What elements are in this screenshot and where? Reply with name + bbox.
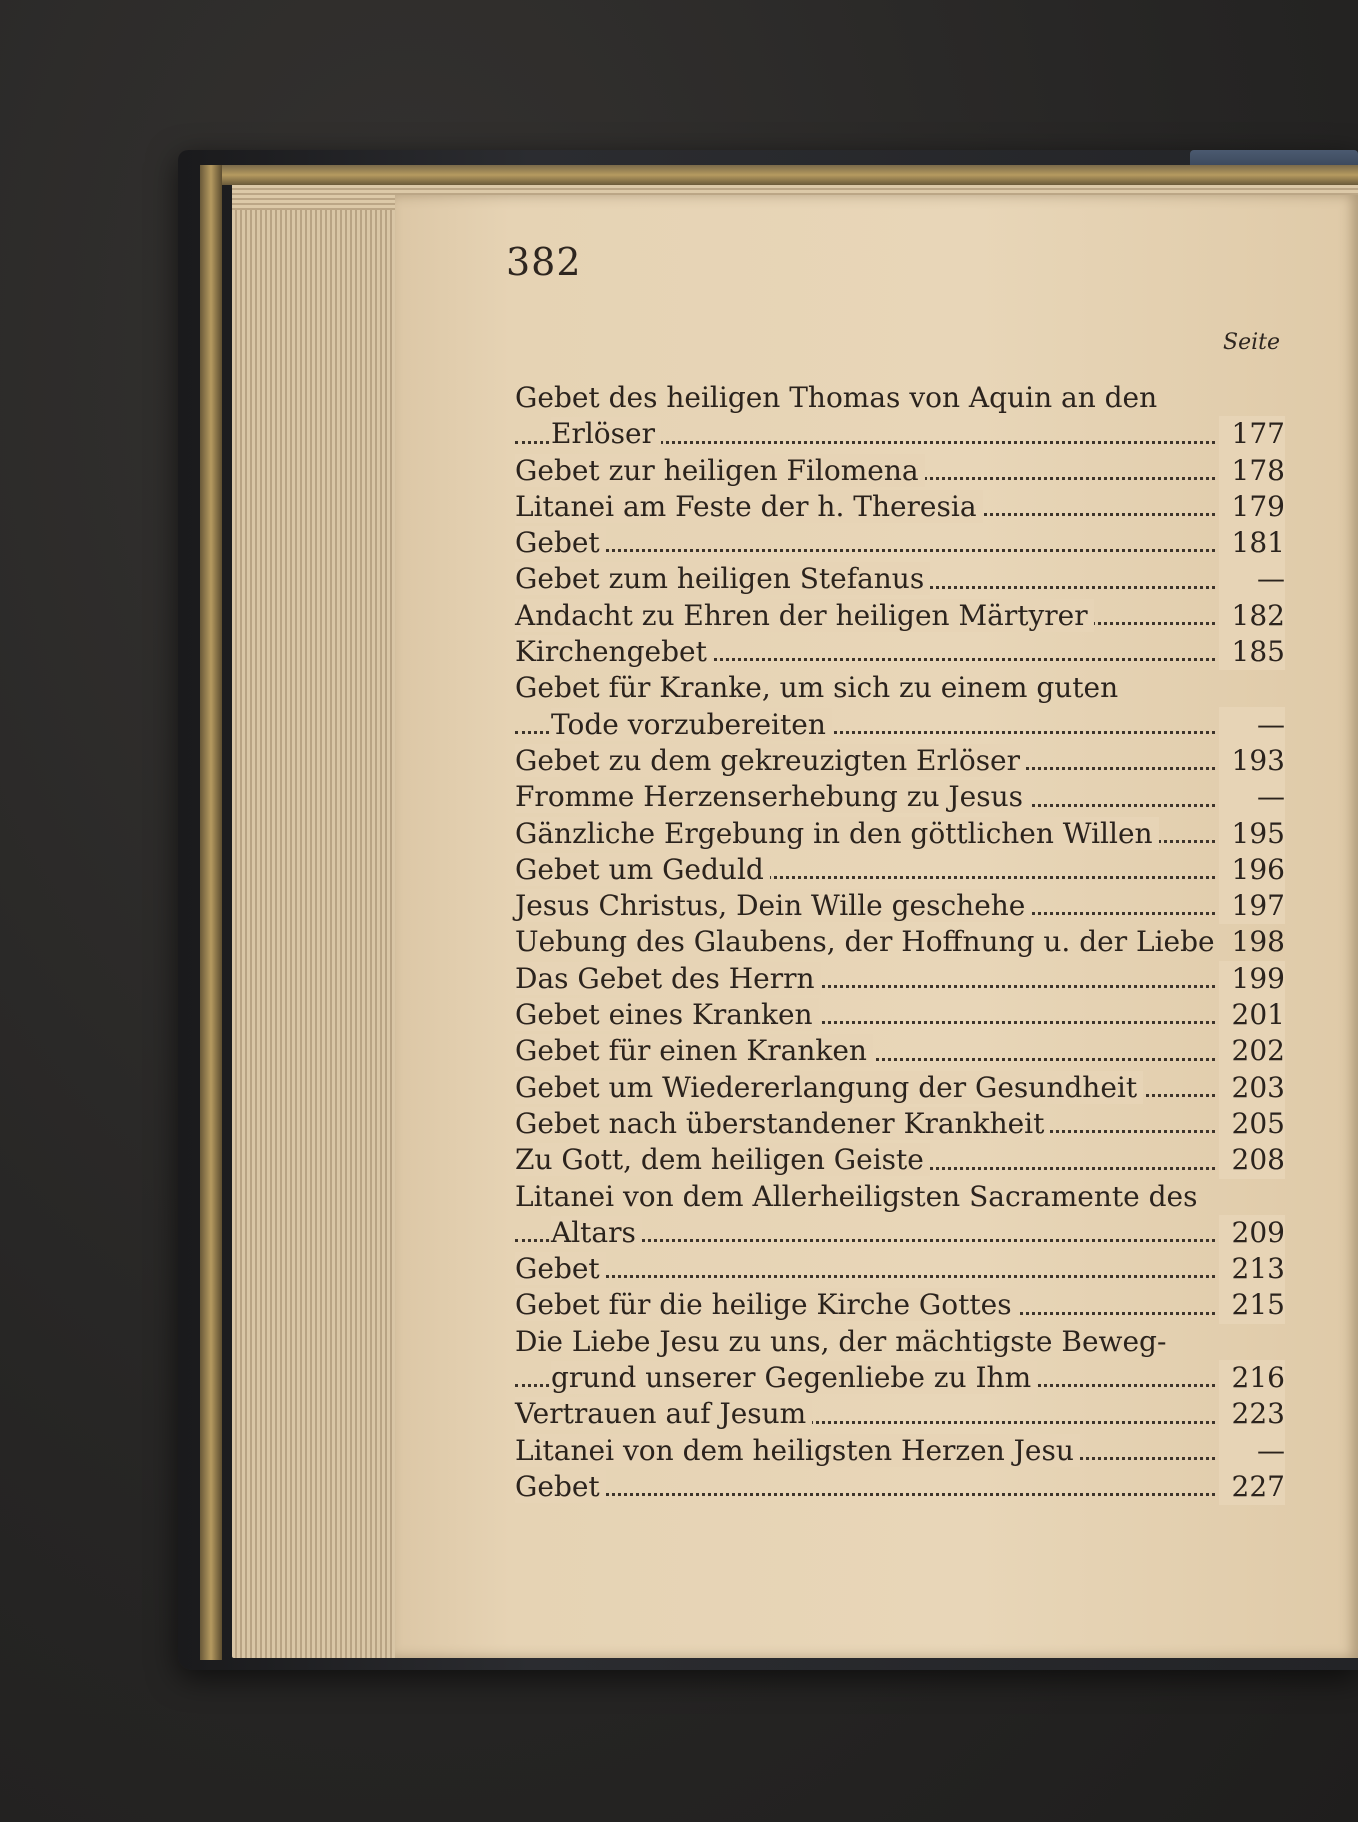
toc-entry-title: Gebet für einen Kranken — [515, 1034, 873, 1067]
toc-entry-title: Fromme Herzenserhebung zu Jesus — [515, 780, 1029, 813]
toc-entry-title: Zu Gott, dem heiligen Geiste — [515, 1143, 930, 1176]
toc-entry — [515, 634, 1285, 670]
toc-entry-page: 208 — [1219, 1142, 1285, 1178]
toc-entry-page: — — [1219, 561, 1285, 597]
toc-entry — [515, 598, 1285, 634]
toc-entry — [515, 380, 1285, 416]
toc-entry — [515, 453, 1285, 489]
toc-entry — [515, 1251, 1285, 1287]
dot-leader — [515, 1493, 1215, 1496]
toc-entry — [515, 1469, 1285, 1505]
toc-entry-page: 209 — [1219, 1215, 1285, 1251]
toc-entry — [515, 888, 1285, 924]
toc-entry-page: 179 — [1219, 489, 1285, 525]
toc-entry — [515, 961, 1285, 997]
toc-entry — [515, 816, 1285, 852]
toc-entry-title: grund unserer Gegenliebe zu Ihm — [551, 1361, 1037, 1394]
toc-entry-title: Tode vorzubereiten — [551, 708, 832, 741]
toc-entry-title: Andacht zu Ehren der heiligen Märtyrer — [515, 599, 1094, 632]
toc-entry-title: Erlöser — [551, 417, 661, 450]
toc-entry-title: Gebet um Wiedererlangung der Gesundheit — [515, 1071, 1143, 1104]
toc-entry-title: Litanei von dem Allerheiligsten Sacramente des — [515, 1179, 1198, 1213]
toc-entry-title: Gebet zu dem gekreuzigten Erlöser — [515, 744, 1026, 777]
toc-entry-title: Gebet zum heiligen Stefanus — [515, 562, 930, 595]
toc-entry-page: 193 — [1219, 743, 1285, 779]
gilt-edge-left — [200, 165, 222, 1660]
toc-entry-page: 215 — [1219, 1287, 1285, 1323]
toc-entry — [515, 1360, 1285, 1396]
toc-entry — [515, 489, 1285, 525]
toc-entry — [515, 997, 1285, 1033]
toc-entry-page: 213 — [1219, 1251, 1285, 1287]
toc-entry-page: 199 — [1219, 961, 1285, 997]
toc-entry-title: Litanei von dem heiligsten Herzen Jesu — [515, 1434, 1080, 1467]
toc-entry-title: Gebet — [515, 1252, 606, 1285]
table-of-contents — [515, 380, 1285, 1505]
toc-entry-page: 198 — [1231, 925, 1285, 959]
toc-entry-page: — — [1219, 779, 1285, 815]
toc-entry-page: 182 — [1219, 598, 1285, 634]
toc-entry — [515, 743, 1285, 779]
toc-entry-page: 178 — [1219, 453, 1285, 489]
toc-entry-page: 195 — [1219, 816, 1285, 852]
toc-entry — [515, 924, 1285, 960]
toc-entry — [515, 1033, 1285, 1069]
toc-entry-title: Altars — [551, 1216, 642, 1249]
toc-entry — [515, 1179, 1285, 1215]
toc-entry-page: 181 — [1219, 525, 1285, 561]
page-column-label: Seite — [1223, 330, 1280, 355]
toc-entry — [515, 670, 1285, 706]
toc-entry-page: 177 — [1219, 416, 1285, 452]
toc-entry-page: 202 — [1219, 1033, 1285, 1069]
toc-entry — [515, 1070, 1285, 1106]
toc-entry-page: 216 — [1219, 1360, 1285, 1396]
toc-entry — [515, 1324, 1285, 1360]
toc-entry-page: 185 — [1219, 634, 1285, 670]
toc-entry-title: Gebet für Kranke, um sich zu einem guten — [515, 671, 1119, 705]
toc-entry-page: 197 — [1219, 888, 1285, 924]
toc-entry — [515, 1433, 1285, 1469]
toc-entry-page: 196 — [1219, 852, 1285, 888]
toc-entry-page: 203 — [1219, 1070, 1285, 1106]
gilt-edge-top — [200, 165, 1358, 185]
toc-entry — [515, 525, 1285, 561]
toc-entry — [515, 561, 1285, 597]
toc-entry — [515, 779, 1285, 815]
toc-entry-title: Gebet — [515, 1470, 606, 1503]
toc-entry — [515, 707, 1285, 743]
dot-leader — [515, 549, 1215, 552]
toc-entry — [515, 852, 1285, 888]
toc-entry-title: Vertrauen auf Jesum — [515, 1397, 812, 1430]
toc-entry-title: Jesus Christus, Dein Wille geschehe — [515, 889, 1031, 922]
toc-entry-title: Die Liebe Jesu zu uns, der mächtigste Beweg- — [515, 1324, 1167, 1358]
page-number: 382 — [506, 240, 582, 284]
toc-entry — [515, 1287, 1285, 1323]
toc-entry-page: — — [1219, 1433, 1285, 1469]
toc-entry-page: — — [1219, 707, 1285, 743]
toc-entry — [515, 1106, 1285, 1142]
toc-entry-title: Gebet nach überstandener Krankheit — [515, 1107, 1050, 1140]
toc-entry-title: Gebet um Geduld — [515, 853, 770, 886]
toc-entry-page: 205 — [1219, 1106, 1285, 1142]
toc-entry-page: 227 — [1219, 1469, 1285, 1505]
toc-entry-title: Kirchengebet — [515, 635, 713, 668]
toc-entry — [515, 1142, 1285, 1178]
toc-entry-title: Gebet eines Kranken — [515, 998, 819, 1031]
toc-entry-page: 223 — [1219, 1396, 1285, 1432]
toc-entry-title: Litanei am Feste der h. Theresia — [515, 490, 983, 523]
toc-entry-title: Das Gebet des Herrn — [515, 962, 821, 995]
toc-entry — [515, 416, 1285, 452]
toc-entry-title: Gebet des heiligen Thomas von Aquin an den — [515, 381, 1158, 414]
toc-entry-title: Gebet — [515, 526, 606, 559]
toc-entry — [515, 1215, 1285, 1251]
toc-entry-page: 201 — [1219, 997, 1285, 1033]
toc-entry-title: Uebung des Glaubens, der Hoffnung u. der Liebe — [515, 925, 1215, 959]
toc-entry — [515, 1396, 1285, 1432]
toc-entry-title: Gebet zur heiligen Filomena — [515, 454, 925, 487]
toc-entry-title: Gebet für die heilige Kirche Gottes — [515, 1288, 1018, 1321]
toc-entry-title: Gänzliche Ergebung in den göttlichen Willen — [515, 817, 1159, 850]
dot-leader — [515, 1275, 1215, 1278]
